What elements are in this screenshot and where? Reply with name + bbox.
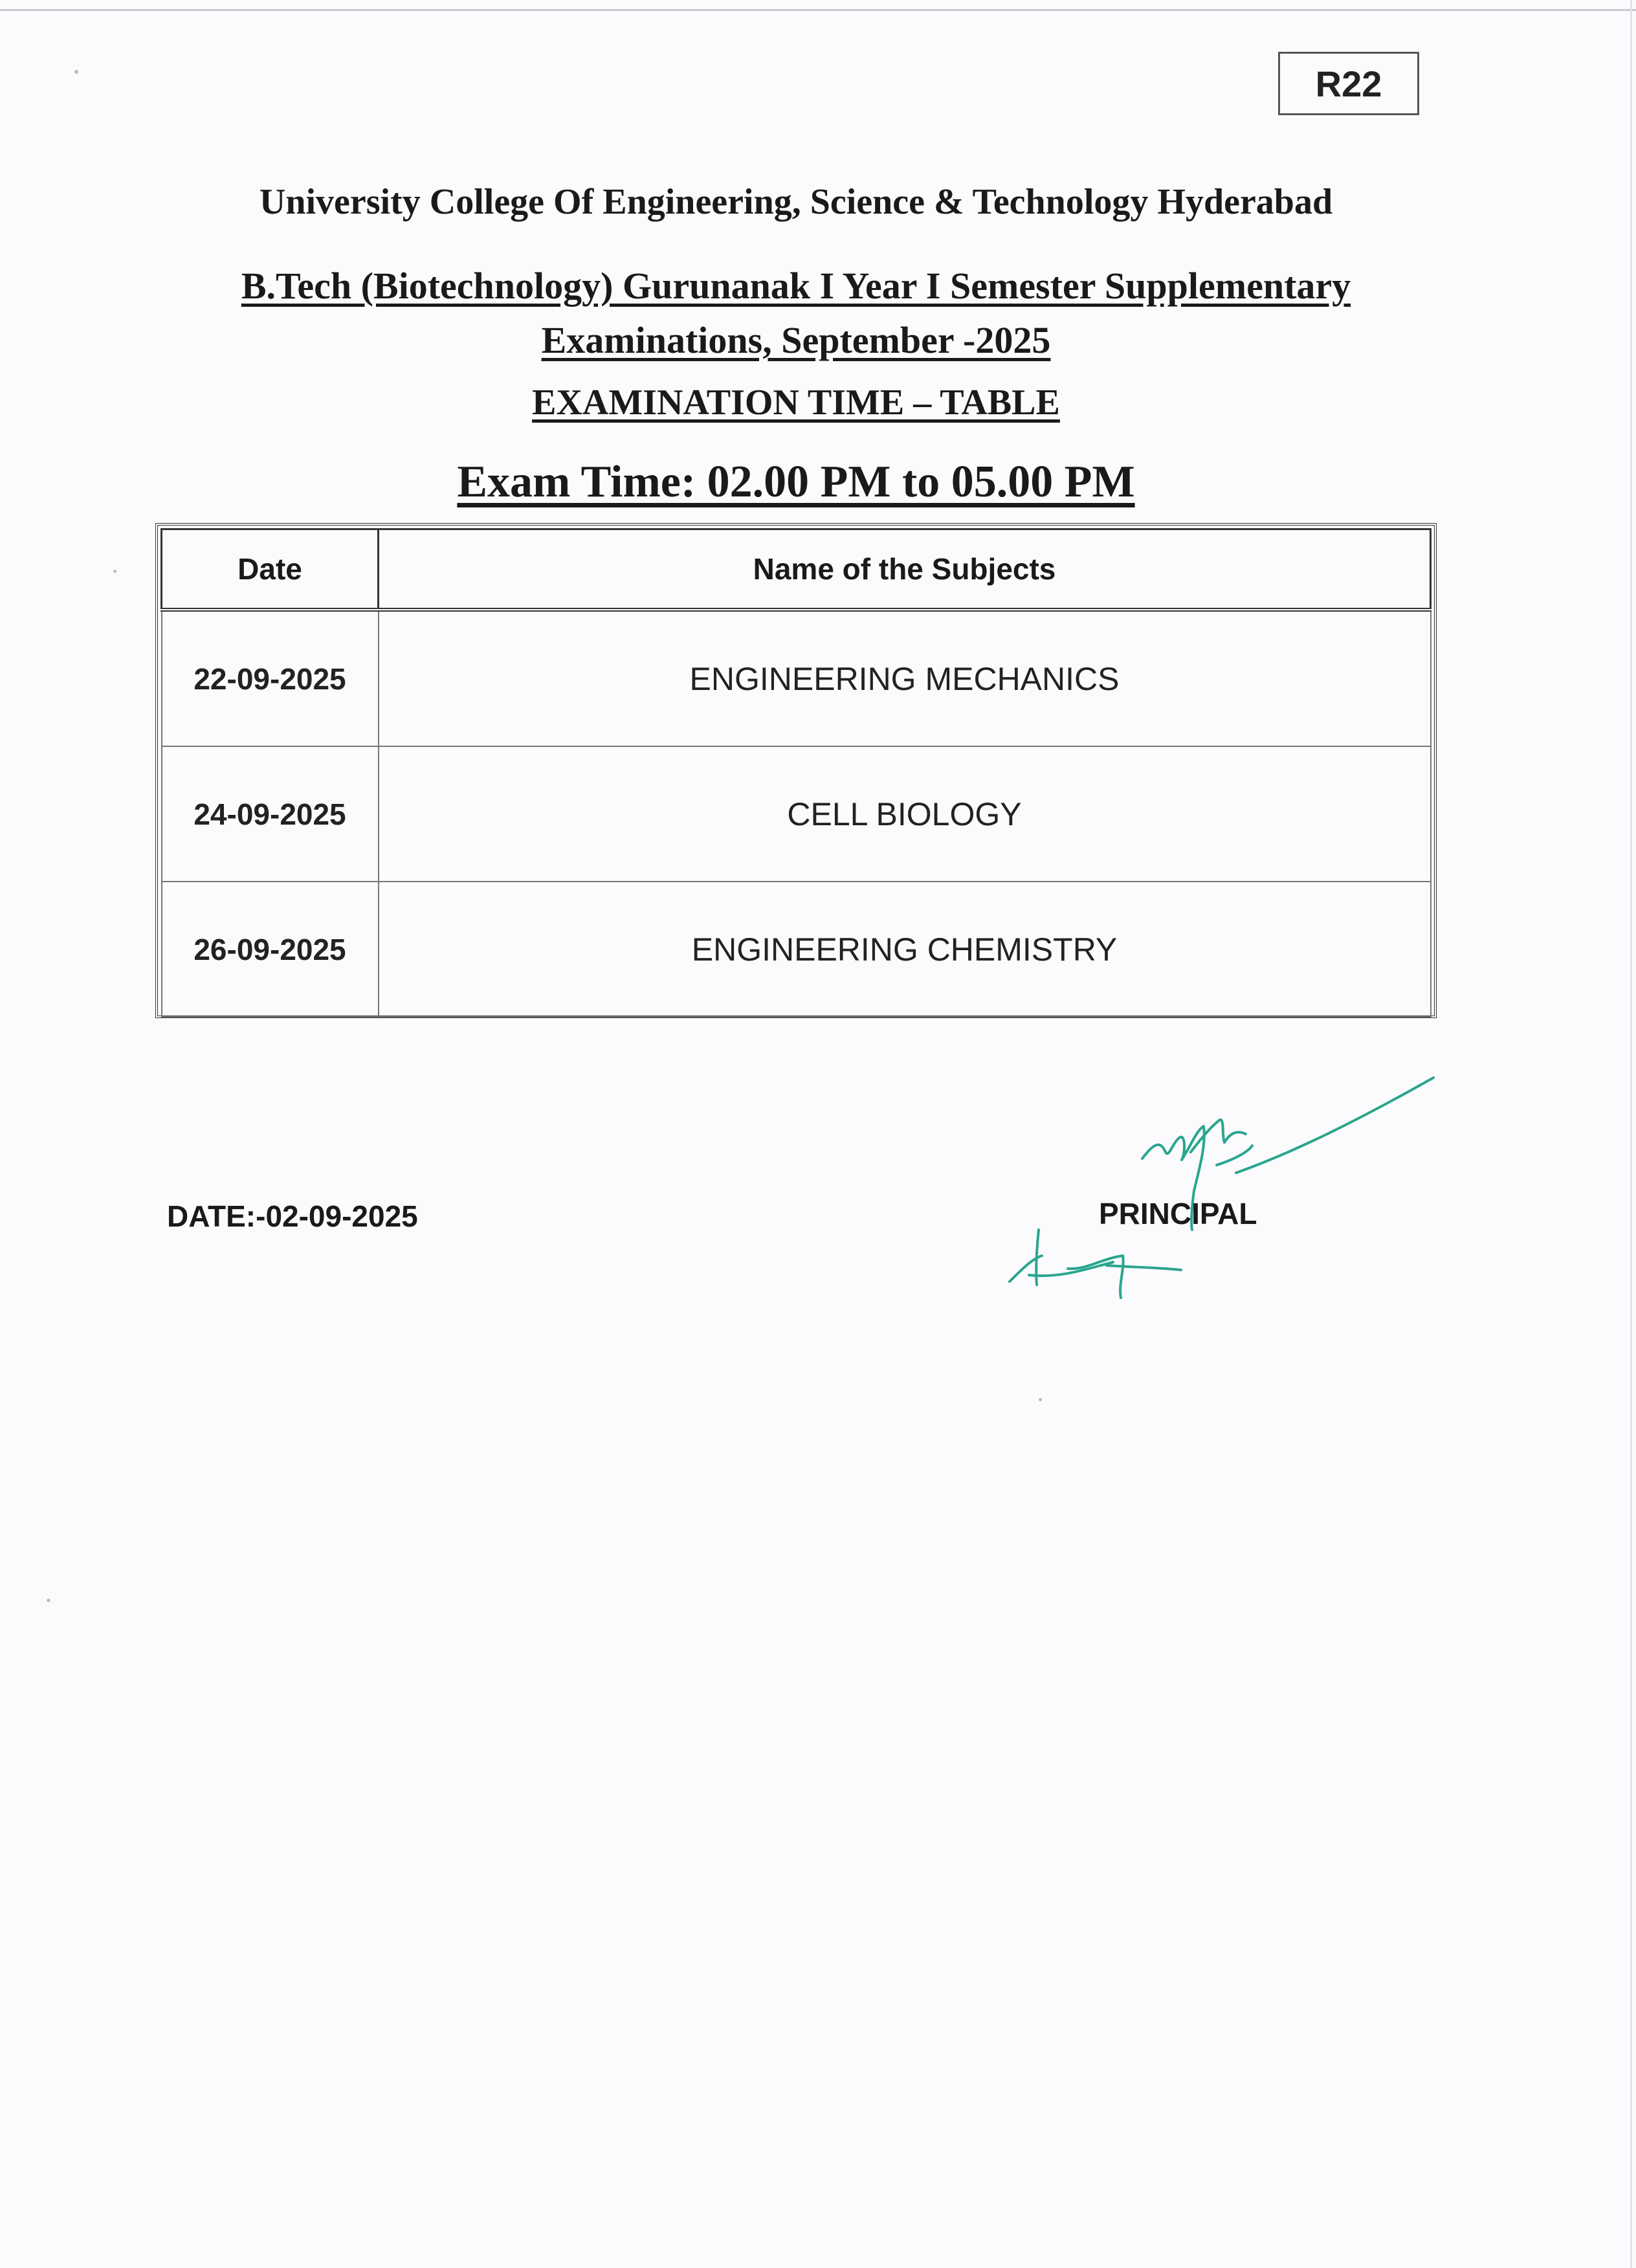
- timetable-grid: [160, 528, 1432, 1017]
- issue-date: DATE:-02-09-2025: [167, 1199, 418, 1233]
- page-right-edge: [1630, 0, 1632, 2268]
- signatory-title: PRINCIPAL: [1099, 1197, 1257, 1230]
- exam-date-cell: 22-09-2025: [162, 610, 379, 746]
- exam-date-cell: 26-09-2025: [162, 882, 379, 1017]
- table-row: [162, 610, 1431, 746]
- regulation-badge: R22: [1278, 52, 1419, 115]
- course-title: [0, 259, 1592, 368]
- course-title-line-2: Examinations, September -2025: [541, 319, 1051, 361]
- timetable-title: EXAMINATION TIME – TABLE: [532, 383, 1060, 423]
- scan-speck: [74, 70, 78, 74]
- scan-speck: [1039, 1398, 1042, 1401]
- scan-speck: [47, 1599, 50, 1602]
- subject-cell: CELL BIOLOGY: [379, 746, 1431, 882]
- page-top-edge: [0, 9, 1636, 11]
- signature-strokes: [1010, 1078, 1433, 1298]
- table-header-row: [162, 529, 1431, 610]
- exam-time: Exam Time: 02.00 PM to 05.00 PM: [457, 457, 1135, 507]
- exam-date-cell: 24-09-2025: [162, 746, 379, 882]
- column-header-subject: Name of the Subjects: [379, 529, 1431, 610]
- subject-cell: ENGINEERING MECHANICS: [379, 610, 1431, 746]
- column-header-date: Date: [162, 529, 379, 610]
- principal-signature: [958, 1062, 1450, 1307]
- course-title-line-1: B.Tech (Biotechnology) Gurunanak I Year I Semester Supplementary: [241, 265, 1351, 307]
- table-row: [162, 882, 1431, 1017]
- timetable: [155, 523, 1437, 1018]
- scan-speck: [113, 570, 116, 573]
- table-row: [162, 746, 1431, 882]
- college-name: University College Of Engineering, Science & Technology Hyderabad: [259, 182, 1333, 222]
- subject-cell: ENGINEERING CHEMISTRY: [379, 882, 1431, 1017]
